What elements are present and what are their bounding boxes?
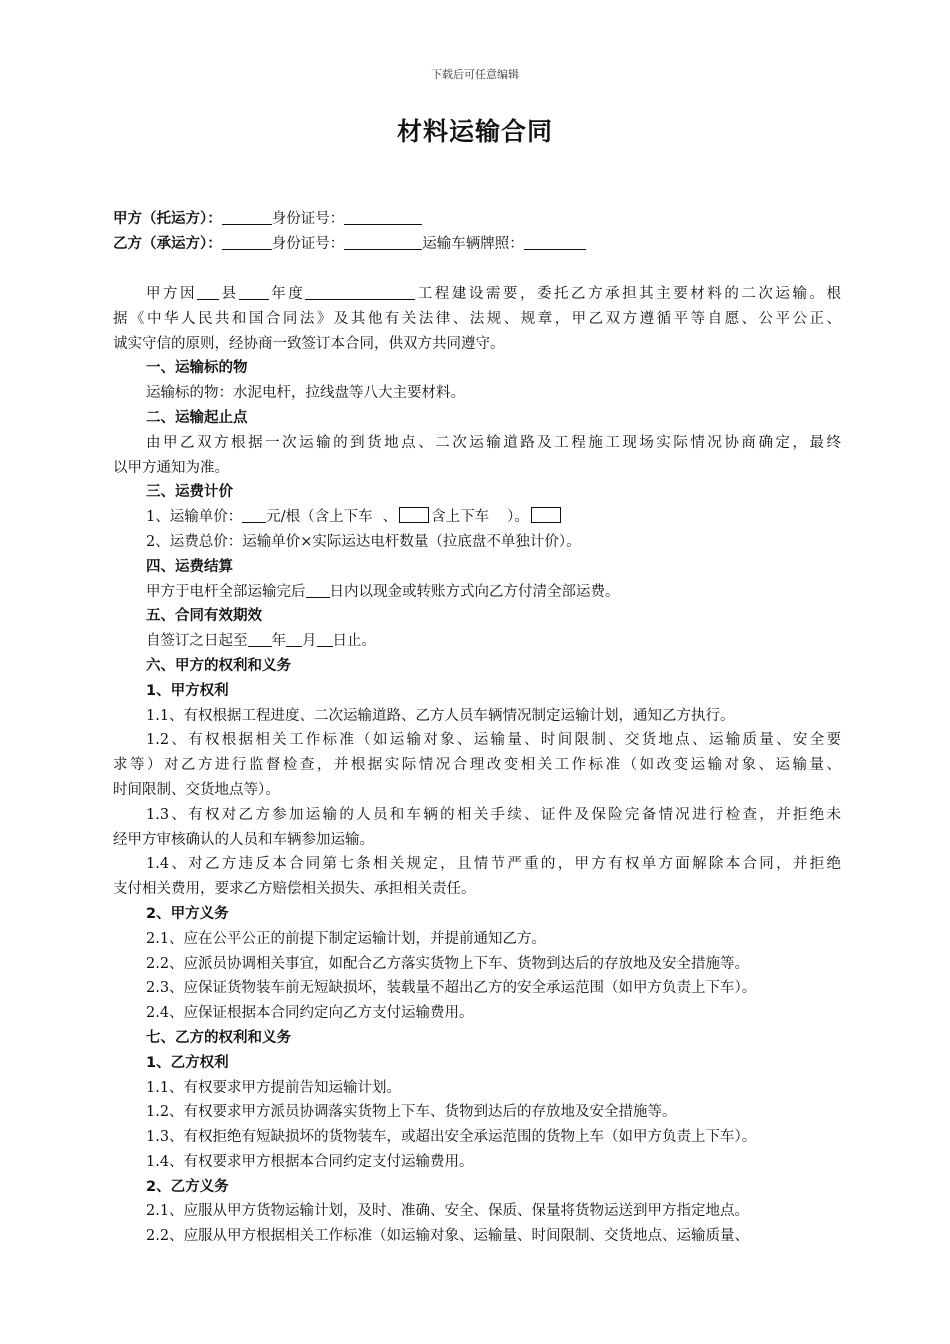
section-4-text <box>113 580 841 605</box>
section-6-heading: 六、甲方的权利和义务 <box>146 657 291 674</box>
section-2-heading: 二、运输起止点 <box>146 409 248 426</box>
clause-6-1-3-line-2: 经甲方审核确认的人员和车辆参加运输。 <box>113 831 374 848</box>
unit-price-text-e: ）。 <box>507 509 529 526</box>
party-b-id-blank <box>344 233 422 250</box>
section-3-item-2: 2、运费总价：运输单价×实际运达电杆数量（拉底盘不单独计价）。 <box>146 533 581 550</box>
unit-price-sep: 、 <box>382 509 398 526</box>
validity-day-blank <box>317 630 333 647</box>
party-b-plate-blank <box>524 233 586 250</box>
clause-6-1-3-line-1: 1.3、有权对乙方参加运输的人员和车辆的相关手续、证件及保险完备情况进行检查，并拒绝未 <box>146 806 841 823</box>
clause-6-1-4-line-2: 支付相关费用，要求乙方赔偿相关损失、承担相关责任。 <box>113 881 476 898</box>
validity-text-a: 自签订之日起至 <box>146 633 248 650</box>
county-blank <box>197 283 219 300</box>
party-b-plate-label: 运输车辆牌照： <box>422 236 524 252</box>
section-3-heading: 三、运费计价 <box>146 484 233 501</box>
intro-line-3: 诚实守信的原则，经协商一致签订本合同，供双方共同遵守。 <box>113 335 505 352</box>
party-a-name-blank <box>222 208 272 225</box>
clause-6-1-2-line-2: 求等）对乙方进行监督检查，并根据实际情况合理改变相关工作标准（如改变运输对象、运输量、 <box>113 757 841 774</box>
document-title: 材料运输合同 <box>396 117 553 146</box>
party-a-id-blank <box>344 208 422 225</box>
party-a-line <box>113 207 843 232</box>
clause-7-1-1: 1.1、有权要求甲方提前告知运输计划。 <box>146 1079 402 1096</box>
section-4-heading: 四、运费结算 <box>146 558 233 575</box>
section-7-heading: 七、乙方的权利和义务 <box>146 1029 291 1046</box>
clause-6-2-1: 2.1、应在公平公正的前提下制定运输计划，并提前通知乙方。 <box>146 930 547 947</box>
validity-day-label: 日止。 <box>332 633 376 650</box>
party-b-name-blank <box>222 233 272 250</box>
unit-price-text-d: 含上下车 <box>431 509 490 526</box>
party-b-id-label: 身份证号： <box>271 236 345 252</box>
section-6-sub-1: 1、甲方权利 <box>146 682 229 699</box>
party-a-label: 甲方（托运方）： <box>113 211 222 227</box>
settlement-text-b: 日内以现金或转账方式向乙方付清全部运费。 <box>329 583 620 600</box>
unit-price-blank <box>242 506 266 523</box>
intro-text-c: 年度 <box>268 286 306 302</box>
clause-7-1-4: 1.4、有权要求甲方根据本合同约定支付运输费用。 <box>146 1153 474 1170</box>
project-blank <box>305 283 415 300</box>
clause-6-2-3: 2.3、应保证货物装车前无短缺损坏，装载量不超出乙方的安全承运范围（如甲方负责上下车）。 <box>146 980 757 997</box>
year-blank <box>239 283 269 300</box>
settlement-text-a: 甲方于电杆全部运输完后 <box>146 583 306 600</box>
intro-text-b: 县 <box>219 286 239 302</box>
clause-6-1-2-line-3: 时间限制、交货地点等）。 <box>113 781 280 798</box>
clause-6-1-4-line-1: 1.4、对乙方违反本合同第七条相关规定，且情节严重的，甲方有权单方面解除本合同，并拒绝 <box>146 856 841 873</box>
party-a-id-label: 身份证号： <box>271 211 345 227</box>
section-7-sub-1: 1、乙方权利 <box>146 1054 229 1071</box>
clause-7-2-2: 2.2、应服从甲方根据相关工作标准（如运输对象、运输量、时间限制、交货地点、运输质量、 <box>146 1228 750 1245</box>
option-box-1 <box>399 507 429 523</box>
validity-month-blank <box>286 630 302 647</box>
section-6-sub-2: 2、甲方义务 <box>146 905 229 922</box>
clause-7-2-1: 2.1、应服从甲方货物运输计划，及时、准确、安全、保质、保量将货物运送到甲方指定地点。 <box>146 1203 750 1220</box>
intro-line-1 <box>113 282 841 307</box>
section-5-heading: 五、合同有效期效 <box>146 608 262 625</box>
contract-body <box>113 282 841 1249</box>
section-2-line-1: 由甲乙双方根据一次运输的到货地点、二次运输道路及工程施工现场实际情况协商确定，最终 <box>146 434 841 451</box>
validity-month-label: 月 <box>302 633 317 650</box>
clause-6-1-1: 1.1、有权根据工程进度、二次运输道路、乙方人员车辆情况制定运输计划，通知乙方执行。 <box>146 707 735 724</box>
party-b-label: 乙方（承运方）： <box>113 236 222 252</box>
clause-6-1-2-line-1: 1.2、有权根据相关工作标准（如运输对象、运输量、时间限制、交货地点、运输质量、安全要 <box>146 732 841 749</box>
clause-6-2-4: 2.4、应保证根据本合同约定向乙方支付运输费用。 <box>146 1005 474 1022</box>
option-box-2 <box>531 507 561 523</box>
unit-price-label: 1、运输单价： <box>146 509 243 526</box>
intro-text-d: 工程建设需要，委托乙方承担其主要材料的二次运输。根 <box>415 286 842 302</box>
section-1-heading: 一、运输标的物 <box>146 360 248 377</box>
intro-text-a: 甲方因 <box>146 286 198 302</box>
parties-block <box>113 207 843 257</box>
clause-6-2-2: 2.2、应派员协调相关事宜，如配合乙方落实货物上下车、货物到达后的存放地及安全措施等。 <box>146 955 750 972</box>
header-note: 下载后可任意编辑 <box>431 68 519 81</box>
clause-7-1-2: 1.2、有权要求甲方派员协调落实货物上下车、货物到达后的存放地及安全措施等。 <box>146 1104 677 1121</box>
section-3-item-1 <box>113 505 841 530</box>
section-7-sub-2: 2、乙方义务 <box>146 1178 229 1195</box>
section-2-line-2: 以甲方通知为准。 <box>113 459 229 476</box>
validity-year-blank <box>248 630 272 647</box>
unit-price-text-b: 元/根（含上下车 <box>266 509 373 526</box>
validity-year-label: 年 <box>271 633 286 650</box>
section-5-text <box>113 629 841 654</box>
clause-7-1-3: 1.3、有权拒绝有短缺损坏的货物装车，或超出安全承运范围的货物上车（如甲方负责上下车）。 <box>146 1129 757 1146</box>
intro-line-2: 据《中华人民共和国合同法》及其他有关法律、法规、规章，甲乙双方遵循平等自愿、公平公正、 <box>113 310 841 327</box>
section-1-text: 运输标的物：水泥电杆，拉线盘等八大主要材料。 <box>146 385 465 402</box>
party-b-line <box>113 232 843 257</box>
settlement-days-blank <box>306 581 330 598</box>
